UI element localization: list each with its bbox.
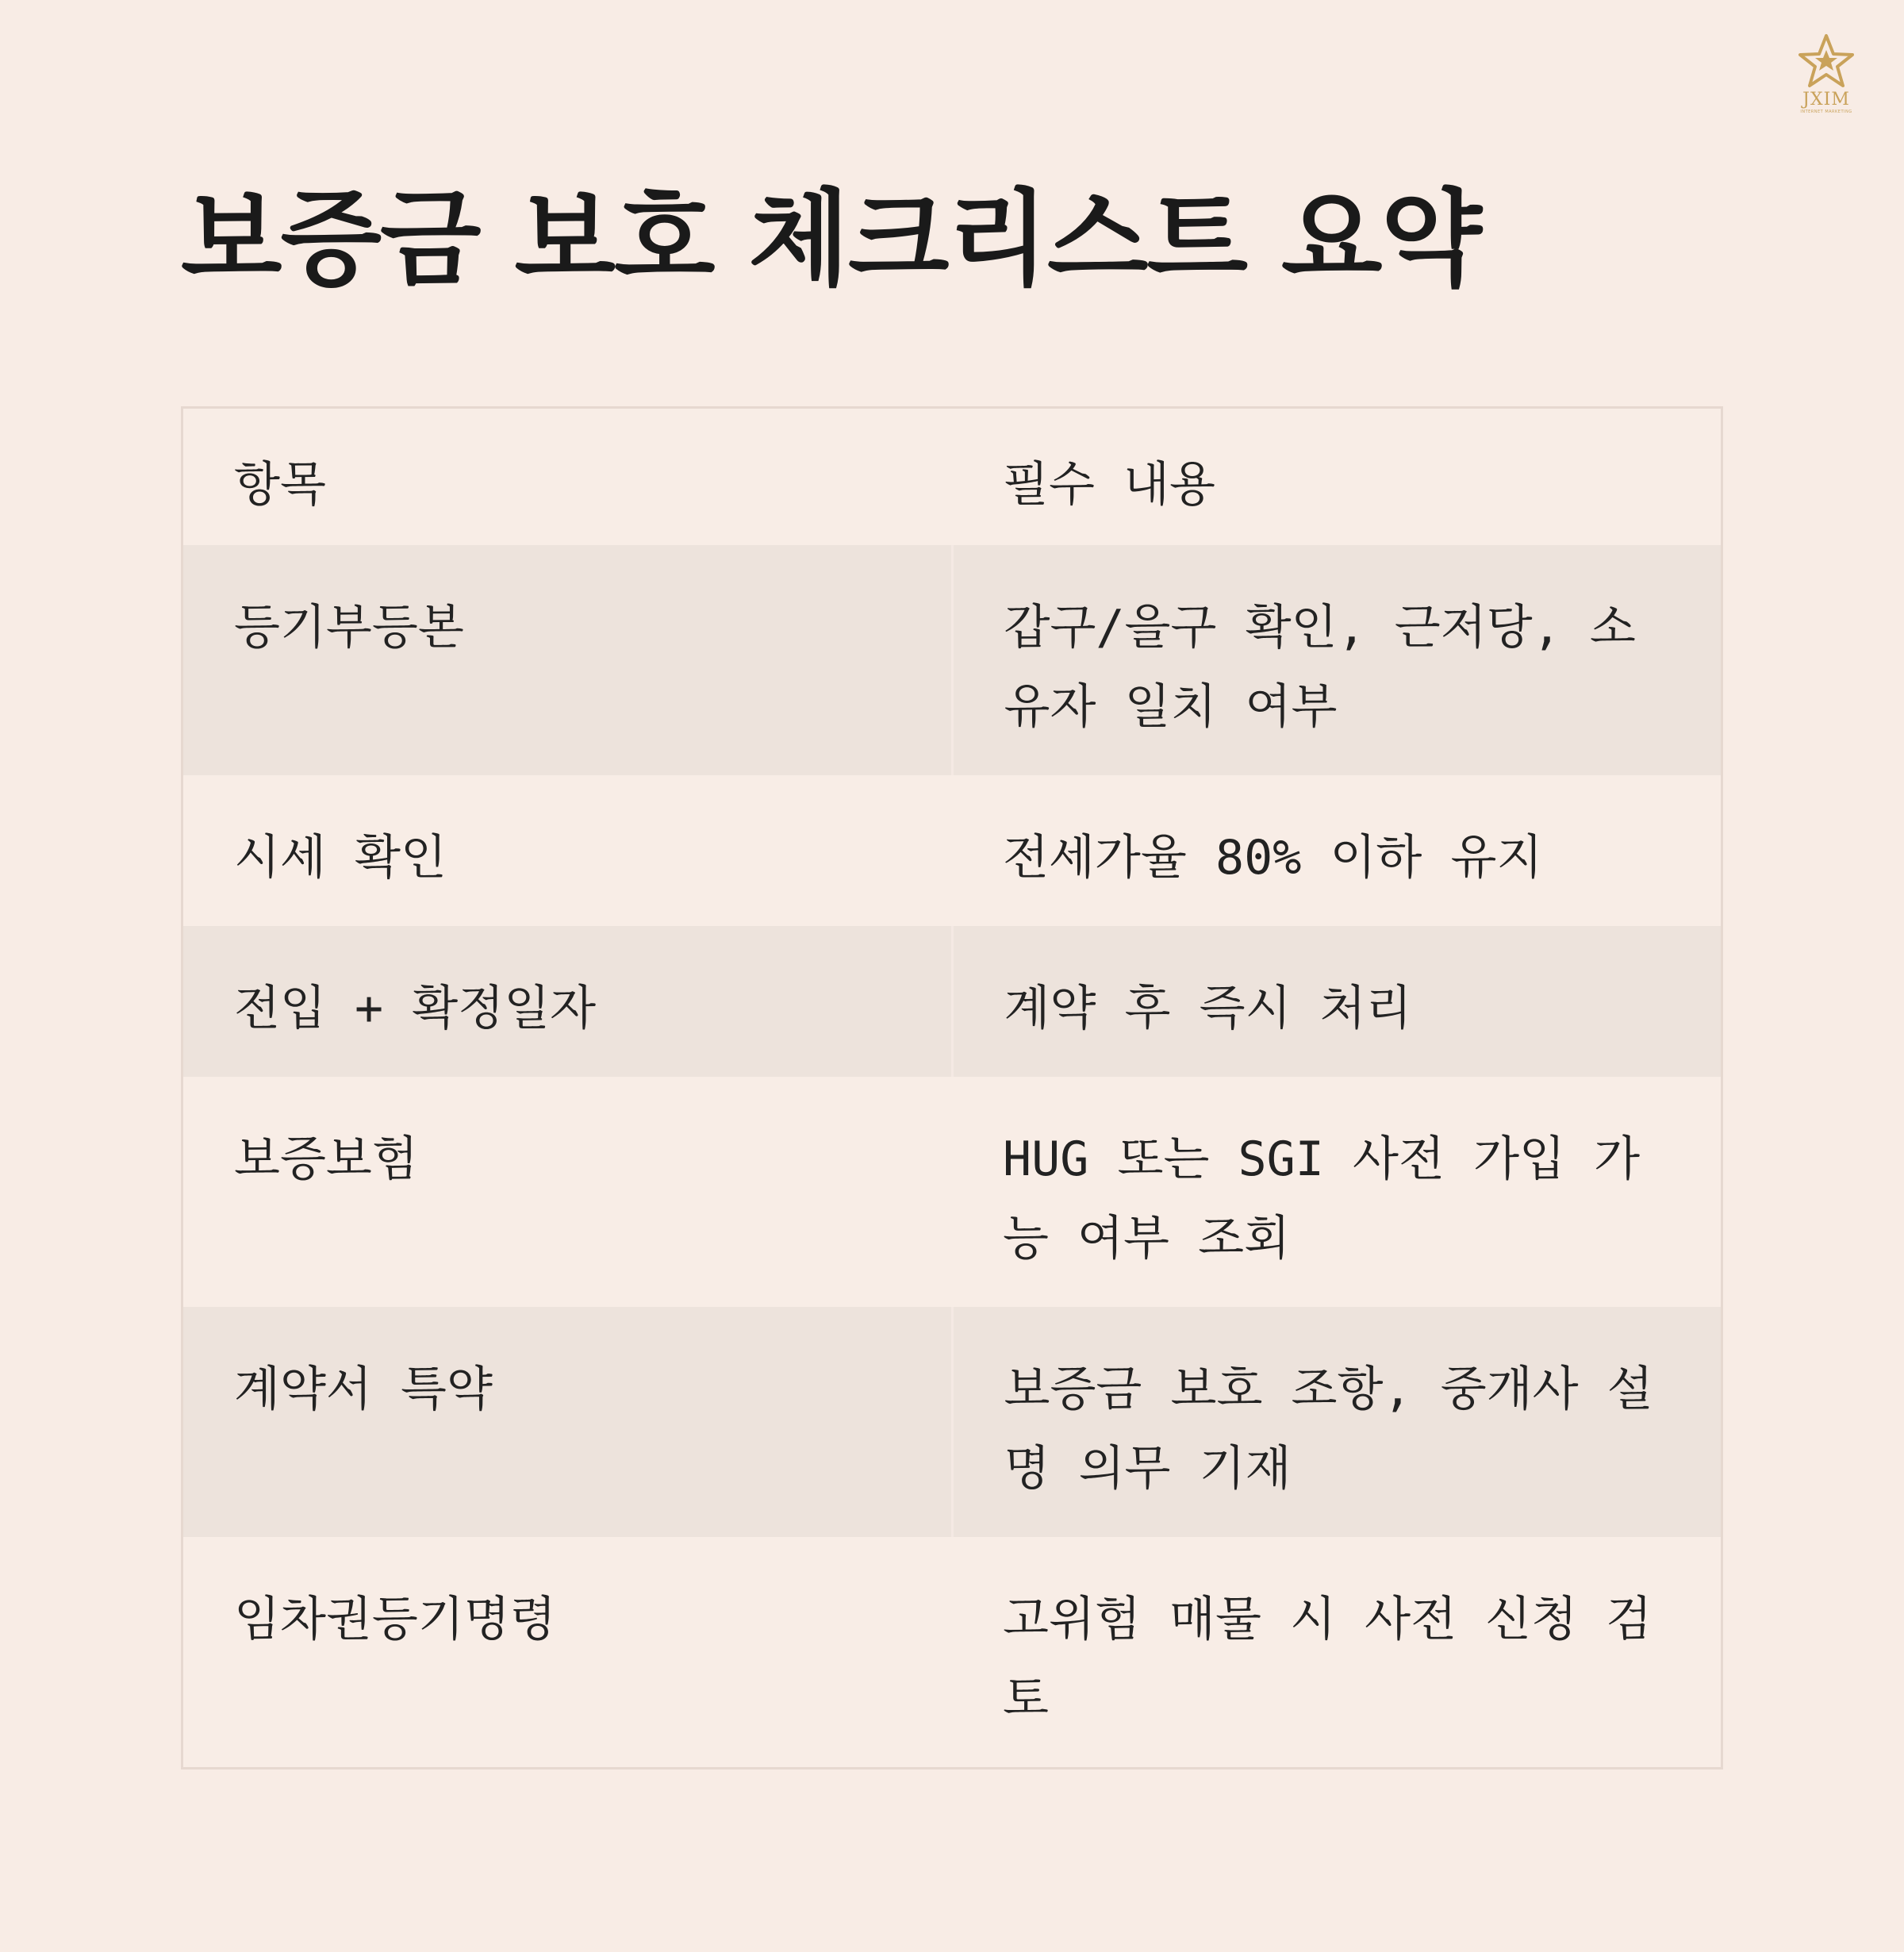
logo-brand-text: JXIM xyxy=(1802,90,1850,110)
content-cell: 전세가율 80% 이하 유지 xyxy=(1003,830,1543,886)
table-row xyxy=(183,545,1721,775)
content-cell: 갑구/을구 확인, 근저당, 소유자 일치 여부 xyxy=(1004,600,1636,735)
checklist-table xyxy=(181,406,1723,1769)
table-row xyxy=(183,1307,1721,1537)
item-cell: 임차권등기명령 xyxy=(234,1592,556,1647)
content-cell: 보증금 보호 조항, 중개사 설명 의무 기재 xyxy=(1004,1362,1653,1497)
content-cell: 고위험 매물 시 사전 신청 검토 xyxy=(1003,1592,1653,1727)
table-row xyxy=(183,1077,1721,1307)
content-cell: 계약 후 즉시 처리 xyxy=(1004,981,1412,1036)
table-row xyxy=(183,926,1721,1077)
table-header-row xyxy=(183,409,1721,545)
item-cell: 전입 + 확정일자 xyxy=(183,926,952,1077)
page-title: 보증금 보호 체크리스트 요약 xyxy=(181,179,1481,301)
column-header-item: 항목 xyxy=(234,457,326,513)
table-row xyxy=(183,775,1721,926)
item-cell: 시세 확인 xyxy=(234,830,447,886)
column-header-content: 필수 내용 xyxy=(1003,457,1215,513)
logo-tagline: INTERNET MARKETING xyxy=(1800,110,1852,114)
content-cell: HUG 또는 SGI 사전 가입 가능 여부 조회 xyxy=(1003,1132,1641,1266)
table-row xyxy=(183,1537,1721,1767)
item-cell: 보증보험 xyxy=(234,1132,418,1187)
brand-logo xyxy=(1787,33,1866,127)
item-cell: 계약서 특약 xyxy=(183,1307,952,1537)
star-icon xyxy=(1798,33,1854,89)
item-cell: 등기부등본 xyxy=(183,545,952,775)
